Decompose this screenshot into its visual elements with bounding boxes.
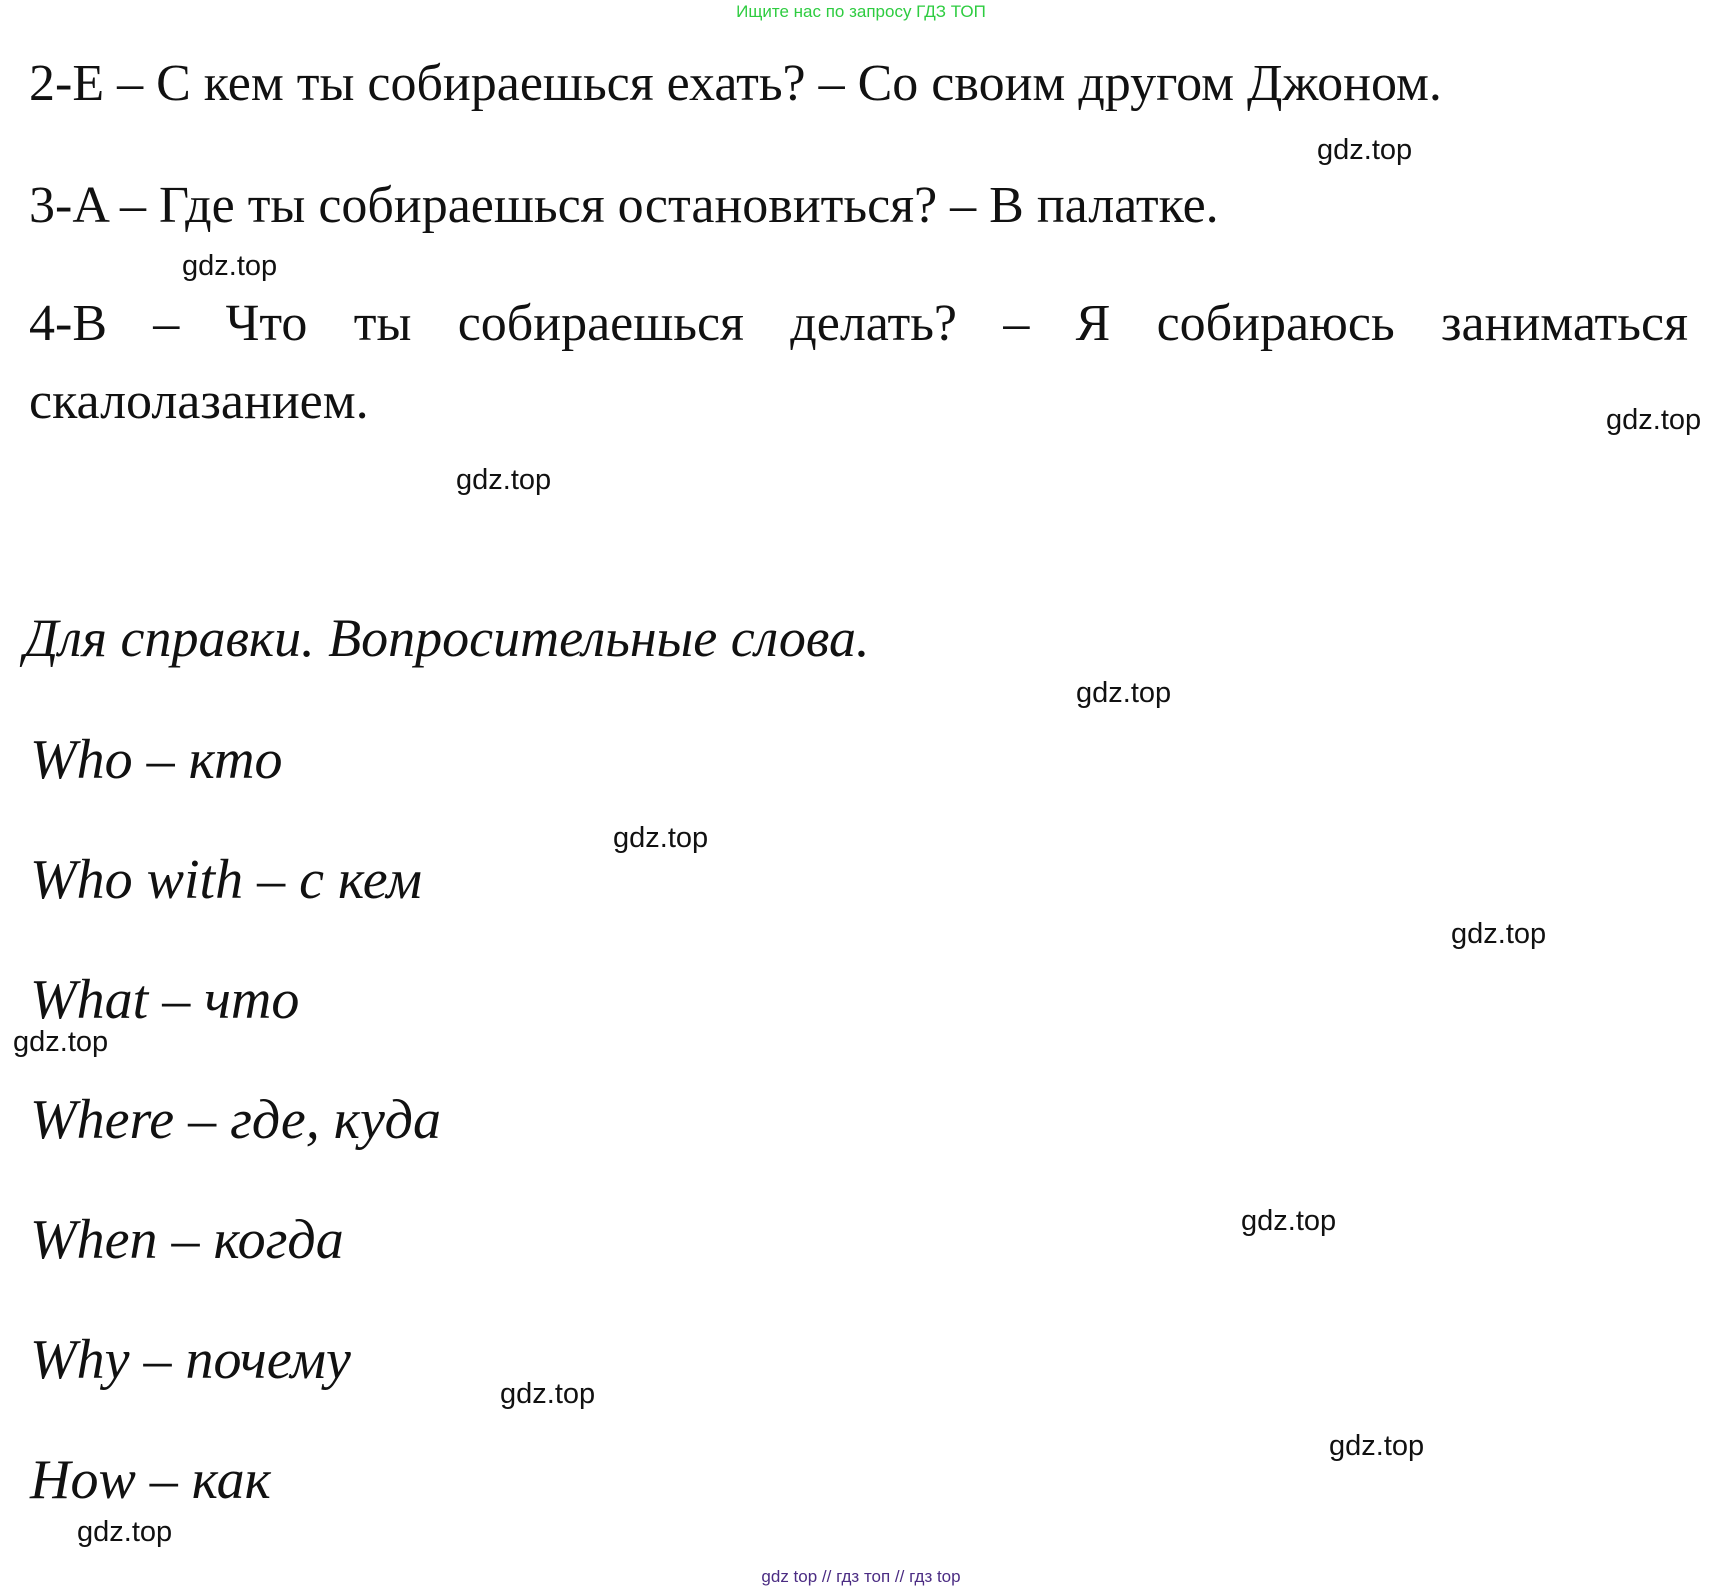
watermark: gdz.top bbox=[1241, 1205, 1337, 1237]
watermark: gdz.top bbox=[1451, 918, 1547, 950]
watermark: gdz.top bbox=[456, 464, 552, 496]
watermark: gdz.top bbox=[1329, 1430, 1425, 1462]
footer-links[interactable]: gdz top // гдз топ // гдз top bbox=[761, 1567, 961, 1586]
question-word-who-with: Who with – с кем bbox=[30, 849, 422, 911]
watermark: gdz.top bbox=[13, 1026, 109, 1058]
question-word-where: Where – где, куда bbox=[30, 1089, 442, 1151]
question-word-when: When – когда bbox=[30, 1209, 344, 1271]
watermark: gdz.top bbox=[182, 250, 278, 282]
watermark: gdz.top bbox=[1317, 134, 1413, 166]
watermark: gdz.top bbox=[1606, 404, 1702, 436]
reference-title: Для справки. Вопросительные слова. bbox=[24, 608, 870, 668]
question-word-what: What – что bbox=[30, 969, 300, 1031]
answer-3a: 3-A – Где ты собираешься остановиться? – В палатке. bbox=[29, 177, 1219, 234]
watermark: gdz.top bbox=[1076, 677, 1172, 709]
question-word-who: Who – кто bbox=[30, 729, 283, 791]
question-word-why: Why – почему bbox=[30, 1329, 351, 1391]
answer-2e: 2-E – С кем ты собираешься ехать? – Со своим другом Джоном. bbox=[29, 55, 1442, 112]
watermark: gdz.top bbox=[77, 1516, 173, 1548]
watermark: gdz.top bbox=[500, 1378, 596, 1410]
question-word-how: How – как bbox=[30, 1449, 271, 1511]
top-banner[interactable]: Ищите нас по запросу ГДЗ ТОП bbox=[736, 2, 986, 21]
watermark: gdz.top bbox=[613, 822, 709, 854]
answer-4b: 4-B – Что ты собираешься делать? – Я собираюсь заниматься скалолазанием. bbox=[29, 295, 1688, 430]
